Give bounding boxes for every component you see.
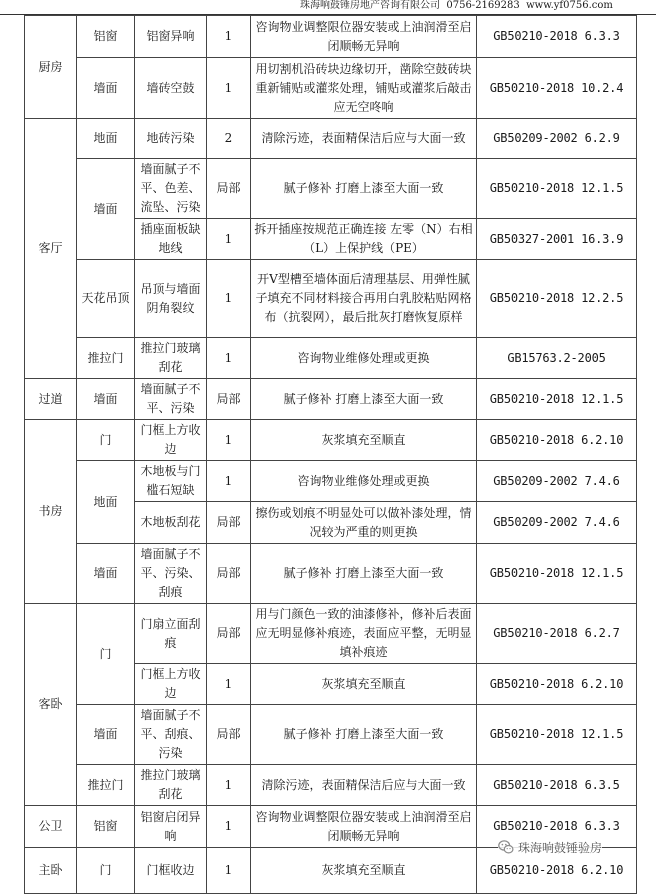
- std-cell: GB50210-2018 12.1.5: [477, 705, 637, 765]
- std-cell: GB50210-2018 12.2.5: [477, 260, 637, 338]
- table-row: [25, 705, 637, 765]
- table-row: [25, 604, 637, 664]
- issue-cell: 墙面腻子不平、色差、流坠、污染: [135, 159, 207, 219]
- issue-cell: 门扇立面刮痕: [135, 604, 207, 664]
- watermark-text: 珠海响鼓锤验房: [518, 840, 603, 855]
- part-cell: 墙面: [77, 159, 135, 260]
- header-website: www.yf0756.com: [526, 0, 613, 11]
- fix-cell: 咨询物业维修处理或更换: [251, 461, 477, 502]
- part-cell: 门: [77, 420, 135, 461]
- std-cell: GB50210-2018 12.1.5: [477, 379, 637, 420]
- fix-cell: 清除污迹，表面精保洁后应与大面一致: [251, 119, 477, 159]
- issue-cell: 推拉门玻璃刮花: [135, 765, 207, 806]
- issue-cell: 门框上方收边: [135, 420, 207, 461]
- issue-cell: 吊顶与墙面阴角裂纹: [135, 260, 207, 338]
- issue-cell: 推拉门玻璃刮花: [135, 338, 207, 379]
- issue-cell: 插座面板缺地线: [135, 219, 207, 260]
- qty-cell: 1: [207, 461, 251, 502]
- issue-cell: 木地板与门槛石短缺: [135, 461, 207, 502]
- std-cell: GB50210-2018 6.2.7: [477, 604, 637, 664]
- table-row: [25, 338, 637, 379]
- qty-cell: 1: [207, 420, 251, 461]
- table-row: [25, 379, 637, 420]
- part-cell: 推拉门: [77, 765, 135, 806]
- table-row: [25, 58, 637, 119]
- fix-cell: 开V型槽至墙体面后清理基层、用弹性腻子填充不同材料接合再用白乳胶粘贴网格布（抗裂网），最后批灰打磨恢复原样: [251, 260, 477, 338]
- fix-cell: 咨询物业维修处理或更换: [251, 338, 477, 379]
- room-cell: 厨房: [25, 16, 77, 119]
- table-row: [25, 159, 637, 219]
- fix-cell: 腻子修补 打磨上漆至大面一致: [251, 379, 477, 420]
- table-row: [25, 420, 637, 461]
- qty-cell: 局部: [207, 604, 251, 664]
- std-cell: GB50210-2018 6.3.3: [477, 806, 637, 848]
- qty-cell: 局部: [207, 705, 251, 765]
- std-cell: GB50209-2002 7.4.6: [477, 461, 637, 502]
- fix-cell: 擦伤或划痕不明显处可以做补漆处理，情况较为严重的则更换: [251, 502, 477, 544]
- issue-cell: 门框上方收边: [135, 664, 207, 705]
- part-cell: 墙面: [77, 705, 135, 765]
- fix-cell: 清除污迹，表面精保洁后应与大面一致: [251, 765, 477, 806]
- room-cell: 客卧: [25, 604, 77, 806]
- room-cell: 客厅: [25, 119, 77, 379]
- qty-cell: 1: [207, 58, 251, 119]
- fix-cell: 拆开插座按规范正确连接 左零（N）右相（L）上保护线（PE）: [251, 219, 477, 260]
- table-row: [25, 544, 637, 604]
- part-cell: 铝窗: [77, 16, 135, 58]
- issue-cell: 墙面腻子不平、刮痕、污染: [135, 705, 207, 765]
- header-phone: 0756-2169283: [446, 0, 520, 11]
- part-cell: 墙面: [77, 544, 135, 604]
- table-row: [25, 119, 637, 159]
- qty-cell: 1: [207, 806, 251, 848]
- fix-cell: 灰浆填充至顺直: [251, 420, 477, 461]
- std-cell: GB15763.2-2005: [477, 338, 637, 379]
- page-header: [0, 0, 656, 15]
- issue-cell: 墙面腻子不平、污染: [135, 379, 207, 420]
- wechat-watermark: [498, 834, 602, 860]
- fix-cell: 用切割机沿砖块边缘切开，凿除空鼓砖块重新铺贴或灌浆处理，铺贴或灌浆后敲击应无空咚响: [251, 58, 477, 119]
- std-cell: GB50210-2018 6.2.10: [477, 420, 637, 461]
- std-cell: GB50210-2018 12.1.5: [477, 544, 637, 604]
- part-cell: 墙面: [77, 379, 135, 420]
- fix-cell: 腻子修补 打磨上漆至大面一致: [251, 159, 477, 219]
- part-cell: 地面: [77, 119, 135, 159]
- issue-cell: 铝窗启闭异响: [135, 806, 207, 848]
- part-cell: 铝窗: [77, 806, 135, 848]
- issue-cell: 地砖污染: [135, 119, 207, 159]
- std-cell: GB50210-2018 10.2.4: [477, 58, 637, 119]
- fix-cell: 腻子修补 打磨上漆至大面一致: [251, 705, 477, 765]
- qty-cell: 1: [207, 260, 251, 338]
- fix-cell: 灰浆填充至顺直: [251, 664, 477, 705]
- std-cell: GB50210-2018 6.3.5: [477, 765, 637, 806]
- table-row: [25, 16, 637, 58]
- qty-cell: 1: [207, 338, 251, 379]
- part-cell: 地面: [77, 461, 135, 544]
- issue-cell: 墙面腻子不平、污染、刮痕: [135, 544, 207, 604]
- fix-cell: 咨询物业调整限位器安装或上油润滑至启闭顺畅无异响: [251, 16, 477, 58]
- header-company: 珠海响鼓锤房地产咨询有限公司: [300, 0, 440, 11]
- std-cell: GB50210-2018 6.2.10: [477, 848, 637, 894]
- room-cell: 过道: [25, 379, 77, 420]
- table-row: [25, 260, 637, 338]
- std-cell: GB50210-2018 12.1.5: [477, 159, 637, 219]
- part-cell: 天花吊顶: [77, 260, 135, 338]
- issue-cell: 门框收边: [135, 848, 207, 894]
- issue-cell: 墙砖空鼓: [135, 58, 207, 119]
- part-cell: 门: [77, 848, 135, 894]
- issue-cell: 铝窗异响: [135, 16, 207, 58]
- fix-cell: 腻子修补 打磨上漆至大面一致: [251, 544, 477, 604]
- issue-cell: 木地板刮花: [135, 502, 207, 544]
- std-cell: GB50210-2018 6.3.3: [477, 16, 637, 58]
- wechat-icon: [498, 839, 514, 855]
- part-cell: 推拉门: [77, 338, 135, 379]
- fix-cell: 灰浆填充至顺直: [251, 848, 477, 894]
- qty-cell: 1: [207, 664, 251, 705]
- table-row: [25, 461, 637, 502]
- qty-cell: 1: [207, 16, 251, 58]
- fix-cell: 用与门颜色一致的油漆修补，修补后表面应无明显修补痕迹，表面应平整，无明显填补痕迹: [251, 604, 477, 664]
- qty-cell: 2: [207, 119, 251, 159]
- std-cell: GB50327-2001 16.3.9: [477, 219, 637, 260]
- table-row: [25, 765, 637, 806]
- part-cell: 门: [77, 604, 135, 705]
- qty-cell: 局部: [207, 159, 251, 219]
- qty-cell: 局部: [207, 502, 251, 544]
- qty-cell: 1: [207, 765, 251, 806]
- room-cell: 书房: [25, 420, 77, 604]
- std-cell: GB50209-2002 6.2.9: [477, 119, 637, 159]
- room-cell: 主卧: [25, 848, 77, 894]
- std-cell: GB50209-2002 7.4.6: [477, 502, 637, 544]
- std-cell: GB50210-2018 6.2.10: [477, 664, 637, 705]
- fix-cell: 咨询物业调整限位器安装或上油润滑至启闭顺畅无异响: [251, 806, 477, 848]
- qty-cell: 局部: [207, 379, 251, 420]
- qty-cell: 局部: [207, 544, 251, 604]
- qty-cell: 1: [207, 848, 251, 894]
- part-cell: 墙面: [77, 58, 135, 119]
- inspection-table: [24, 15, 637, 894]
- room-cell: 公卫: [25, 806, 77, 848]
- header-company-info: [300, 0, 613, 12]
- qty-cell: 1: [207, 219, 251, 260]
